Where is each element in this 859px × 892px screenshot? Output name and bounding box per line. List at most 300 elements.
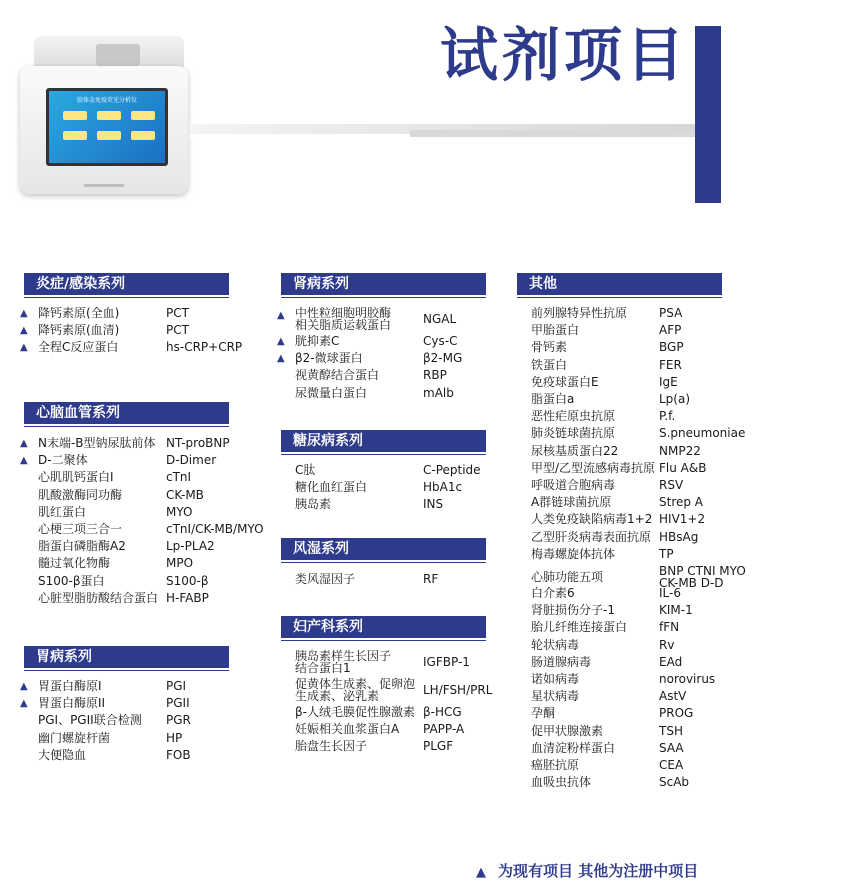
list-item [277, 350, 515, 367]
item-name [531, 585, 575, 602]
item-code-line: CK-MB D-D [659, 576, 724, 591]
item-code [423, 462, 481, 479]
section-header-gynecology: 妇产科系列 [281, 616, 486, 638]
item-name [38, 322, 119, 339]
item-code [423, 479, 462, 496]
section-header-kidney: 肾病系列 [281, 273, 486, 295]
item-name-line: 尿核基质蛋白22 [531, 443, 619, 458]
item-code [166, 322, 189, 339]
item-code-line: PCT [166, 323, 189, 338]
item-code [423, 367, 447, 384]
item-code-line: Strep A [659, 495, 704, 510]
item-name-line: 尿微量白蛋白 [295, 385, 368, 400]
item-code-line: P.f. [659, 409, 676, 424]
list-item [295, 704, 515, 721]
item-name-line: 白介素6 [531, 586, 575, 601]
list-item [295, 721, 515, 738]
list-item [38, 487, 278, 504]
item-code [423, 704, 462, 721]
screen-button [63, 111, 87, 120]
triangle-marker-icon: ▲ [277, 336, 285, 347]
section-header-stomach: 胃病系列 [24, 646, 229, 668]
item-code-line: C-Peptide [423, 463, 481, 477]
item-name [531, 723, 603, 740]
item-code-line: IgE [659, 374, 678, 389]
item-name-line: 前列腺特异性抗原 [531, 306, 628, 320]
device-screen [46, 88, 168, 166]
item-name [531, 740, 615, 757]
item-name-line: 中性粒细胞明胶酶 [295, 306, 392, 320]
item-name-line: 心脏型脂肪酸结合蛋白 [38, 590, 159, 605]
item-code-line: ScAb [659, 775, 690, 790]
list-gynecology [295, 648, 515, 756]
item-name [38, 747, 86, 764]
list-item [38, 573, 278, 590]
item-name [295, 479, 367, 496]
list-item [531, 602, 781, 619]
item-code [659, 671, 715, 688]
item-code [423, 684, 492, 696]
page-title: 试剂项目 [440, 21, 689, 89]
item-name-line: 结合蛋白1 [295, 661, 351, 675]
item-name-line: 全程C反应蛋白 [38, 340, 119, 355]
item-code [659, 425, 745, 442]
item-name [531, 322, 579, 339]
list-item [531, 757, 781, 774]
item-code-line: β2-MG [423, 351, 463, 366]
item-code-line: Flu A&B [659, 460, 707, 475]
item-code [166, 504, 192, 521]
item-name [531, 391, 574, 408]
item-code [659, 322, 681, 339]
section-header-other: 其他 [517, 273, 722, 295]
list-item [295, 738, 515, 755]
item-name-line: 胎儿纤维连接蛋白 [531, 620, 628, 635]
item-code [166, 538, 215, 555]
item-name [295, 496, 331, 513]
item-name-line: D-二聚体 [38, 453, 88, 468]
item-name-line: 甲胎蛋白 [531, 323, 580, 338]
item-code-line: mAlb [423, 385, 454, 400]
triangle-marker-icon: ▲ [20, 698, 28, 710]
item-name-line: 心肺功能五项 [531, 570, 604, 585]
list-item [295, 367, 515, 384]
triangle-marker-icon: ▲ [20, 325, 28, 337]
item-name [531, 443, 618, 460]
item-name [38, 555, 110, 572]
item-name-line: 孕酮 [531, 706, 556, 721]
list-item [38, 521, 278, 538]
item-code-line: cTnI [166, 470, 192, 485]
item-code [659, 705, 693, 722]
triangle-marker-icon: ▲ [20, 455, 28, 467]
item-code [659, 774, 689, 791]
list-item [38, 555, 278, 572]
item-name [38, 487, 122, 504]
item-name [38, 695, 105, 712]
item-code-line: MPO [166, 556, 194, 571]
list-item [38, 747, 258, 764]
item-name [531, 357, 567, 374]
item-code [166, 678, 186, 695]
item-code-line: PROG [659, 706, 694, 721]
item-name-line: 心梗三项三合一 [38, 522, 123, 537]
item-code-line: S.pneumoniae [659, 426, 746, 441]
list-item [277, 333, 515, 350]
item-name [38, 339, 118, 356]
item-name [38, 435, 156, 452]
item-code-line: PSA [659, 306, 683, 320]
list-item [295, 676, 515, 704]
item-code-line: RF [423, 572, 439, 586]
list-item [531, 305, 781, 322]
item-name-line: 髓过氧化物酶 [38, 556, 111, 571]
item-name-line: 骨钙素 [531, 340, 568, 355]
item-name [295, 738, 367, 755]
screen-button [63, 131, 87, 140]
item-name-line: 人类免疫缺陷病毒1+2 [531, 512, 653, 527]
item-code-line: IL-6 [659, 586, 681, 601]
item-name-line: 梅毒螺旋体抗体 [531, 546, 616, 561]
item-code-line: β-HCG [423, 705, 462, 719]
item-name-line: C肽 [295, 463, 316, 477]
item-code [659, 529, 698, 546]
item-code [166, 521, 264, 538]
list-item [531, 774, 781, 791]
item-code [423, 496, 443, 513]
list-item [20, 435, 278, 452]
item-name-line: A群链球菌抗原 [531, 495, 612, 510]
item-code-line: AstV [659, 689, 687, 704]
item-code [659, 602, 693, 619]
item-code [166, 435, 230, 452]
item-code [423, 313, 456, 325]
item-name [295, 462, 315, 479]
item-name [531, 305, 627, 322]
item-name [38, 538, 126, 555]
item-code-line: Cys-C [423, 334, 458, 348]
item-name-line: N末端-B型钠尿肽前体 [38, 436, 156, 450]
item-code [659, 723, 683, 740]
item-name [531, 374, 599, 391]
item-code [659, 460, 706, 477]
item-code [166, 590, 209, 607]
list-item [531, 705, 781, 722]
item-name [531, 774, 591, 791]
item-code [166, 730, 182, 747]
item-code-line: FOB [166, 747, 191, 762]
list-item [531, 374, 781, 391]
item-code-line: PLGF [423, 739, 454, 754]
item-name [531, 529, 651, 546]
list-item [295, 462, 515, 479]
item-name [531, 408, 615, 425]
list-item [531, 408, 781, 425]
list-item [295, 479, 515, 496]
list-diabetes [295, 462, 515, 514]
item-code [659, 688, 686, 705]
list-item [295, 571, 515, 588]
item-code [166, 452, 216, 469]
item-code-line: EAd [659, 654, 683, 669]
item-name [295, 385, 367, 402]
item-name-line: 甲型/乙型流感病毒抗原 [531, 460, 656, 475]
list-item [531, 585, 781, 602]
item-code [166, 339, 242, 356]
item-name-line: 恶性疟原虫抗原 [531, 409, 616, 424]
list-item [38, 590, 278, 607]
footer-text: 为现有项目 其他为注册中项目 [498, 862, 699, 880]
footer-note [476, 860, 698, 881]
item-name-line: 铁蛋白 [531, 357, 568, 372]
item-code-line: HIV1+2 [659, 512, 706, 527]
item-code-line: hs-CRP+CRP [166, 340, 243, 355]
list-item [531, 637, 781, 654]
decorative-block [695, 26, 721, 203]
item-name-line: 心肌肌钙蛋白I [38, 470, 114, 485]
item-name [531, 619, 627, 636]
item-name-line: 星状病毒 [531, 689, 580, 704]
item-code [166, 573, 209, 590]
section-header-diabetes: 糖尿病系列 [281, 430, 486, 452]
item-name [531, 425, 615, 442]
item-code [659, 546, 674, 563]
list-item [20, 678, 258, 695]
item-code-line: PGR [166, 713, 191, 728]
item-code-line: RBP [423, 368, 447, 383]
section-header-rheumatism: 风湿系列 [281, 538, 486, 560]
item-code-line: D-Dimer [166, 453, 217, 468]
list-item [20, 452, 278, 469]
list-item [531, 357, 781, 374]
item-name-line: 癌胚抗原 [531, 758, 580, 773]
item-code-line: RSV [659, 478, 684, 493]
item-name-line: 脂蛋白磷脂酶A2 [38, 539, 126, 554]
item-name [295, 571, 355, 588]
item-code-line: PGII [166, 696, 190, 711]
item-code [423, 738, 453, 755]
item-code-line: Lp-PLA2 [166, 539, 215, 554]
list-item [531, 339, 781, 356]
item-code-line: IGFBP-1 [423, 655, 470, 669]
item-name-line: 胎盘生长因子 [295, 739, 368, 754]
item-code [166, 487, 204, 504]
list-item [531, 563, 781, 591]
list-item [531, 477, 781, 494]
list-item [531, 511, 781, 528]
item-code [659, 477, 683, 494]
item-code [659, 757, 683, 774]
triangle-marker-icon: ▲ [277, 353, 285, 365]
item-name [531, 565, 603, 583]
item-code-line: S100-β [166, 573, 209, 588]
item-code [659, 357, 682, 374]
triangle-marker-icon: ▲ [277, 310, 285, 321]
item-code [423, 350, 462, 367]
item-code-line: KIM-1 [659, 603, 693, 618]
item-name [295, 650, 391, 674]
list-item [20, 695, 258, 712]
item-code [423, 656, 470, 668]
item-name-line: 降钙素原(全血) [38, 306, 120, 320]
item-code-line: norovirus [659, 672, 716, 687]
item-code-line: MYO [166, 504, 193, 519]
analyzer-device-image [20, 36, 190, 196]
item-name-line: 肾脏损伤分子-1 [531, 603, 615, 618]
item-name [38, 452, 88, 469]
section-header-inflammation: 炎症/感染系列 [24, 273, 229, 295]
screen-button [131, 131, 155, 140]
item-code [659, 619, 679, 636]
list-other [531, 305, 781, 791]
item-code [423, 385, 454, 402]
item-name [38, 469, 114, 486]
item-code-line: HbA1c [423, 480, 463, 495]
list-item [531, 460, 781, 477]
item-name [531, 494, 611, 511]
list-item [295, 648, 515, 676]
item-code-line: PGI [166, 679, 187, 693]
item-code-line: CK-MB [166, 487, 204, 502]
item-name-line: 轮状病毒 [531, 637, 580, 652]
list-item [531, 322, 781, 339]
item-name-line: 肠道腺病毒 [531, 654, 592, 669]
item-name-line: 类风湿因子 [295, 572, 356, 586]
item-name [38, 730, 110, 747]
screen-button [97, 111, 121, 120]
item-name-line: PGI、PGII联合检测 [38, 713, 142, 728]
item-name-line: 大便隐血 [38, 747, 87, 762]
list-item [531, 494, 781, 511]
item-code [659, 408, 675, 425]
item-code-line: HP [166, 730, 183, 745]
item-name-line: 胃蛋白酶原II [38, 696, 106, 711]
item-name [531, 477, 615, 494]
item-code [659, 339, 684, 356]
item-name-line: 呼吸道合胞病毒 [531, 478, 616, 493]
item-code-line: INS [423, 497, 444, 512]
item-code [423, 571, 438, 588]
list-item [531, 619, 781, 636]
item-name [531, 637, 579, 654]
item-name-line: 胱抑素C [295, 334, 340, 348]
item-name-line: 血清淀粉样蛋白 [531, 740, 616, 755]
item-name [38, 504, 86, 521]
item-name-line: 胃蛋白酶原I [38, 679, 102, 693]
item-code [659, 654, 682, 671]
list-item [531, 425, 781, 442]
item-name [38, 678, 102, 695]
item-name [295, 704, 415, 721]
list-item [531, 723, 781, 740]
item-code-line: cTnI/CK-MB/MYO [166, 522, 264, 537]
item-code [166, 712, 191, 729]
list-item [531, 740, 781, 757]
item-code-line: BGP [659, 340, 684, 355]
item-name-line: 生成素、泌乳素 [295, 689, 380, 703]
item-name-line: 胰岛素样生长因子 [295, 649, 392, 663]
triangle-marker-icon: ▲ [20, 681, 28, 692]
item-code-line: NMP22 [659, 443, 701, 458]
item-code-line: NT-proBNP [166, 436, 230, 450]
item-name-line: 幽门螺旋杆菌 [38, 730, 111, 745]
item-name [38, 712, 142, 729]
item-code [423, 333, 457, 350]
triangle-marker-icon: ▲ [20, 342, 28, 354]
item-code-line: NGAL [423, 312, 457, 326]
item-name [531, 671, 579, 688]
item-name-line: 诺如病毒 [531, 672, 580, 687]
item-code [659, 494, 703, 511]
item-name-line: 血吸虫抗体 [531, 775, 592, 790]
item-name-line: 促甲状腺激素 [531, 723, 604, 738]
device-slot [96, 44, 140, 66]
item-code [166, 747, 191, 764]
screen-button [97, 131, 121, 140]
item-name-line: 肺炎链球菌抗原 [531, 426, 616, 441]
item-code-line: TP [659, 546, 674, 561]
item-code [659, 511, 705, 528]
item-code-line: Lp(a) [659, 392, 691, 407]
item-name-line: S100-β蛋白 [38, 573, 105, 588]
item-name-line: 糖化血红蛋白 [295, 480, 368, 495]
item-name-line: 促黄体生成素、促卵泡 [295, 677, 416, 691]
item-code [659, 305, 682, 322]
item-name [531, 757, 579, 774]
item-name [295, 307, 391, 331]
item-name [38, 573, 105, 590]
list-item [277, 305, 515, 333]
item-name-line: 相关脂质运载蛋白 [295, 318, 392, 332]
triangle-marker-icon: ▲ [20, 438, 28, 449]
decorative-band [410, 130, 695, 137]
triangle-marker-icon: ▲ [20, 308, 28, 319]
item-code [659, 374, 678, 391]
list-cardio [20, 435, 278, 607]
item-name-line: 降钙素原(血清) [38, 323, 120, 338]
list-item [531, 688, 781, 705]
item-name [38, 521, 122, 538]
item-code [423, 721, 464, 738]
item-code [659, 391, 690, 408]
item-name-line: 免疫球蛋白E [531, 374, 599, 389]
item-name [531, 688, 579, 705]
item-name [531, 705, 555, 722]
item-name-line: 乙型肝炎病毒表面抗原 [531, 529, 652, 544]
item-code-line: LH/FSH/PRL [423, 683, 493, 697]
list-item [38, 504, 278, 521]
item-code [166, 695, 190, 712]
item-code-line: SAA [659, 740, 684, 755]
item-code-line: HBsAg [659, 529, 699, 544]
item-code-line: AFP [659, 323, 682, 338]
item-name [531, 602, 615, 619]
list-item [295, 496, 515, 513]
list-item [531, 443, 781, 460]
item-name [531, 339, 567, 356]
item-name-line: 妊娠相关血浆蛋白A [295, 722, 400, 737]
item-code [166, 305, 189, 322]
item-code [166, 469, 191, 486]
item-code-line: Rv [659, 637, 675, 652]
list-item [38, 469, 278, 486]
item-code [659, 443, 701, 460]
item-name-line: β-人绒毛膜促性腺激素 [295, 705, 415, 719]
list-stomach [20, 678, 258, 764]
list-item [38, 730, 258, 747]
screen-button [131, 111, 155, 120]
list-item [531, 391, 781, 408]
